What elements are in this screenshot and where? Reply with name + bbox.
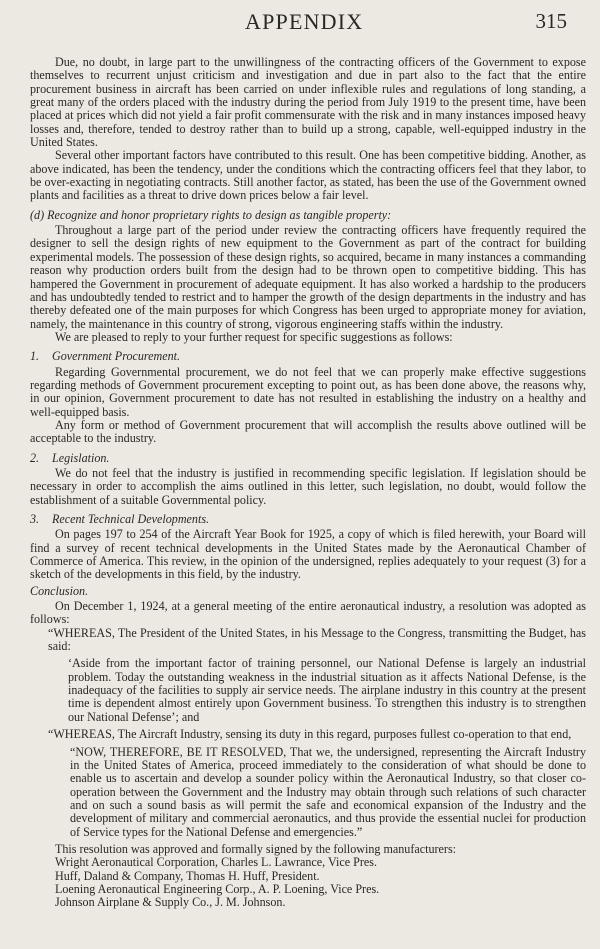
section-heading-d: (d) Recognize and honor proprietary rights to design as tangible property: (30, 207, 392, 222)
paragraph: We are pleased to reply to your further request for specific suggestions as follows: (55, 329, 453, 344)
paragraph: Any form or method of Government procurement that will accomplish the results above outlined will be acceptable to the industry. (30, 417, 586, 446)
resolution-whereas-1 (48, 627, 586, 654)
signers-list (55, 856, 586, 909)
quote-paragraph: “NOW, THEREFORE, BE IT RESOLVED, That we, the undersigned, representing the Aircraft Industry in the United States of America, proceed immediately to the consideration of what should be done to enable us to ascertain and develop a sounder policy within the Aeronautical Industry, so that closer co-operation between the Government and the Industry may obtain through such relations of such character and on such a sound basis as will permit the safe and economical expansion of the Industry and the development of military and commercial aeronautics, and thus provide the essential nuclei for production of Service types for the National Defense and emergencies.” (70, 744, 586, 839)
paragraph: Regarding Governmental procurement, we do not feel that we can properly make effective suggestions regarding methods of Government procurement excepting to point out, as has been done above, the reasons why, in our opinion, Government procurement to date has not resulted in establishing the industry on a healthy and well-equipped basis. (30, 364, 586, 419)
section-title: Government Procurement. (52, 349, 181, 364)
quote-paragraph: “WHEREAS, The Aircraft Industry, sensing its duty in this regard, purposes fullest co-operation to that end, (48, 727, 572, 742)
section-number: 2. (30, 450, 40, 465)
paragraph: On pages 197 to 254 of the Aircraft Year Book for 1925, a copy of which is filed herewith, your Board will find a survey of recent technical developments in the United States made by the Aeronautical Chamber of Commerce of America. This review, in the opinion of the undersigned, replies adequately to your request (3) for a sketch of the developments in this field, by the industry. (30, 527, 586, 582)
quote-paragraph: “WHEREAS, The President of the United States, in his Message to the Congress, transmitting the Budget, has said: (48, 625, 586, 654)
quote-paragraph: ‘Aside from the important factor of training personnel, our National Defense is largely an industrial problem. Today the outstanding weakness in the industrial situation as it affects National Defense, is the inadequacy of the facilities to supply air service needs. The airplane industry in this country at the present time is dependent almost entirely upon Government business. To strengthen this industry is to strengthen our National Defense’; and (68, 656, 586, 724)
paragraph: Several other important factors have contributed to this result. One has been competitive bidding. Another, as above indicated, has been the tendency, under the conditions which the contracting officers feel that they labor, to be over-exacting in negotiating contracts. Still another factor, as stated, has been the use of the Government owned plants and facilities as a threat to drive down prices below a fair level. (30, 148, 586, 203)
signer-line: Johnson Airplane & Supply Co., J. M. Johnson. (55, 895, 286, 910)
section-number: 1. (30, 349, 40, 364)
running-head: APPENDIX (245, 9, 364, 34)
section-heading-3 (30, 513, 586, 526)
signer-line: Loening Aeronautical Engineering Corp., A. P. Loening, Vice Pres. (55, 881, 380, 896)
conclusion-heading: Conclusion. (30, 583, 89, 598)
section-title: Recent Technical Developments. (52, 512, 210, 526)
section-heading-1 (30, 350, 586, 363)
signer-line: Wright Aeronautical Corporation, Charles L. Lawrance, Vice Pres. (55, 855, 377, 870)
resolution-resolved (70, 746, 586, 839)
paragraph: Due, no doubt, in large part to the unwillingness of the contracting officers of the Government to expose themselves to recurrent unjust criticism and investigation and due in part also to the fact that the entire procurement business in aircraft has been carried on under inflexible rules and regulations of long standing, a great many of the orders placed with the industry during the period from July 1919 to the present time, have been placed at prices which did not yield a fair profit commensurate with the risk and in many instances imposed heavy losses and, therefore, tended to destroy rather than to build up a strong, capable, well-equipped industry in the United States. (30, 55, 586, 150)
page-body (30, 56, 586, 910)
paragraph: On December 1, 1924, at a general meeting of the entire aeronautical industry, a resolution was adopted as follows: (30, 599, 586, 627)
paragraph: This resolution was approved and formally signed by the following manufacturers: (55, 841, 457, 856)
resolution-whereas-2 (48, 728, 586, 741)
page-header (0, 9, 600, 39)
section-number: 3. (30, 512, 40, 526)
paragraph: We do not feel that the industry is justified in recommending specific legislation. If legislation should be necessary in order to accomplish the aims outlined in this letter, such legislation, no doubt, would follow the establishment of a suitable Governmental policy. (30, 465, 586, 507)
resolution-president-quote (68, 657, 586, 724)
signer-line: Huff, Daland & Company, Thomas H. Huff, President. (55, 868, 320, 883)
paragraph: Throughout a large part of the period under review the contracting officers have frequently required the designer to sell the design rights of new equipment to the Government as part of the contract for building experimental models. The possession of these design rights, so acquired, became in many instances a commanding reason why production orders built from the design had to be thrown open to competitive bidding. This has hampered the Government in procurement of adequate equipment. It has also worked a hardship to the producers and has undoubtedly tended to restrict and to hamper the growth of the design departments in the industry and has thereby defeated one of the main purposes for which Congress has been urged to appropriate money for aviation, namely, the maintenance in this country of strong, vigorous engineering staffs within the industry. (30, 223, 586, 331)
section-heading-2 (30, 452, 586, 465)
section-title: Legislation. (52, 450, 110, 465)
page-number: 315 (535, 9, 567, 33)
